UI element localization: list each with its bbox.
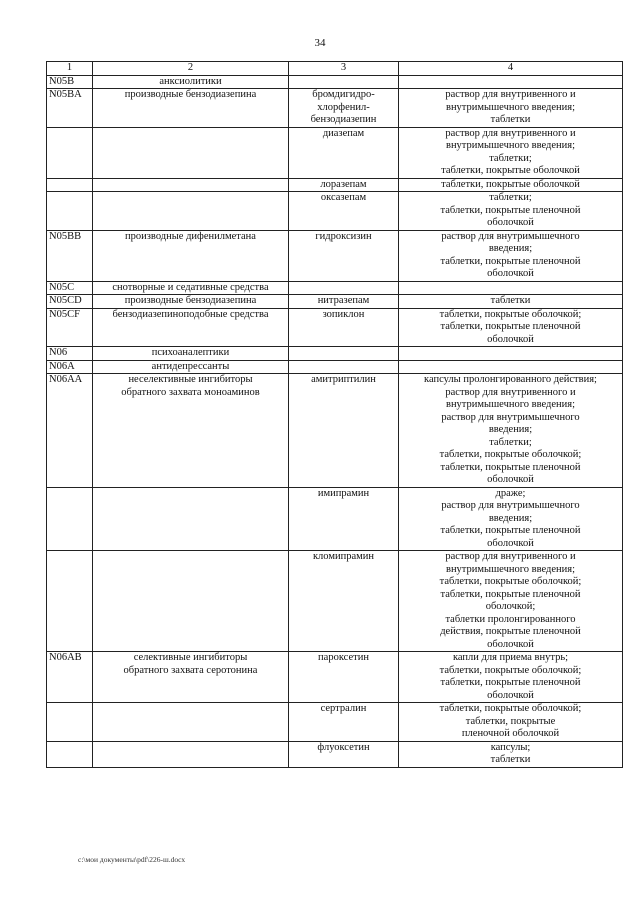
cell-text-line: таблетки, покрытые оболочкой; bbox=[439, 449, 582, 460]
cell-text-line: раствор для внутривенного и bbox=[445, 127, 576, 139]
table-header-row bbox=[47, 62, 623, 76]
dosage-form-cell bbox=[399, 741, 623, 767]
table-row bbox=[47, 741, 623, 767]
code-cell bbox=[47, 75, 93, 89]
cell-text-line: производные бензодиазепина bbox=[124, 89, 257, 100]
cell-text-line: оболочкой bbox=[487, 217, 534, 228]
cell-text-line: кломипрамин bbox=[312, 551, 375, 562]
cell-text-line: анксиолитики bbox=[159, 75, 222, 87]
cell-text-line: неселективные ингибиторы bbox=[128, 374, 253, 385]
cell-text-line: оксазепам bbox=[320, 192, 367, 203]
cell-text-line: внутримышечного введения; bbox=[445, 563, 576, 575]
dosage-form-cell bbox=[399, 89, 623, 128]
cell-text-line: действия, покрытые пленочной bbox=[440, 626, 581, 637]
code-cell bbox=[47, 178, 93, 192]
code-cell bbox=[47, 295, 93, 309]
code-cell bbox=[47, 347, 93, 361]
dosage-form-cell bbox=[399, 281, 623, 295]
drug-table bbox=[46, 61, 623, 768]
dosage-form-cell bbox=[399, 127, 623, 178]
table-row bbox=[47, 75, 623, 89]
table-row bbox=[47, 360, 623, 374]
code-cell bbox=[47, 308, 93, 347]
cell-text-line: капсулы; bbox=[490, 741, 531, 753]
drug-name-cell bbox=[289, 192, 399, 231]
cell-text-line: таблетки, покрытые пленочной bbox=[440, 588, 581, 600]
cell-text-line: введения; bbox=[488, 424, 533, 435]
cell-text-line: таблетки, покрытые оболочкой; bbox=[439, 664, 582, 676]
group-name-cell bbox=[93, 360, 289, 374]
cell-text-line: таблетки, покрытые оболочкой bbox=[441, 178, 580, 190]
dosage-form-cell bbox=[399, 360, 623, 374]
cell-text-line: раствор для внутривенного и bbox=[445, 89, 576, 100]
cell-text-line: производные дифенилметана bbox=[125, 230, 256, 242]
cell-text-line: производные бензодиазепина bbox=[124, 295, 257, 306]
column-header: 3 bbox=[289, 62, 399, 76]
group-name-cell bbox=[93, 308, 289, 347]
drug-name-cell bbox=[289, 281, 399, 295]
cell-text-line: N06AA bbox=[49, 374, 83, 385]
cell-text-line: таблетки, покрытые пленочной bbox=[440, 461, 581, 473]
code-cell bbox=[47, 89, 93, 128]
drug-name-cell bbox=[289, 295, 399, 309]
cell-text-line: N05C bbox=[49, 281, 75, 293]
column-header: 1 bbox=[47, 62, 93, 76]
cell-text-line: обратного захвата моноаминов bbox=[121, 386, 260, 398]
cell-text-line: внутримышечного введения; bbox=[445, 140, 576, 151]
cell-text-line: таблетки; bbox=[489, 192, 532, 203]
cell-text-line: таблетки, покрытые bbox=[465, 715, 556, 727]
cell-text-line: оболочкой bbox=[487, 537, 534, 549]
drug-name-cell bbox=[289, 652, 399, 703]
cell-text-line: таблетки bbox=[490, 295, 531, 306]
dosage-form-cell bbox=[399, 374, 623, 488]
cell-text-line: снотворные и седативные средства bbox=[112, 281, 269, 293]
cell-text-line: раствор для внутривенного и bbox=[445, 386, 576, 398]
dosage-form-cell bbox=[399, 551, 623, 652]
column-header: 2 bbox=[93, 62, 289, 76]
group-name-cell bbox=[93, 75, 289, 89]
cell-text-line: введения; bbox=[488, 243, 533, 254]
code-cell bbox=[47, 230, 93, 281]
cell-text-line: таблетки bbox=[490, 114, 531, 125]
cell-text-line: бензодиазепиноподобные средства bbox=[112, 308, 269, 320]
drug-name-cell bbox=[289, 703, 399, 742]
cell-text-line: N05BA bbox=[49, 89, 82, 100]
cell-text-line: N05CF bbox=[49, 308, 80, 320]
drug-name-cell bbox=[289, 374, 399, 488]
cell-text-line: внутримышечного введения; bbox=[445, 101, 576, 113]
dosage-form-cell bbox=[399, 347, 623, 361]
cell-text-line: таблетки, покрытые оболочкой; bbox=[439, 576, 582, 587]
code-cell bbox=[47, 281, 93, 295]
table-row bbox=[47, 281, 623, 295]
cell-text-line: таблетки, покрытые оболочкой; bbox=[439, 703, 582, 714]
table-row bbox=[47, 192, 623, 231]
dosage-form-cell bbox=[399, 178, 623, 192]
table-row bbox=[47, 652, 623, 703]
cell-text-line: раствор для внутримышечного bbox=[441, 500, 580, 511]
group-name-cell bbox=[93, 295, 289, 309]
cell-text-line: раствор для внутривенного и bbox=[445, 551, 576, 562]
cell-text-line: пароксетин bbox=[318, 652, 369, 663]
group-name-cell bbox=[93, 487, 289, 551]
group-name-cell bbox=[93, 281, 289, 295]
cell-text-line: таблетки; bbox=[489, 436, 532, 448]
cell-text-line: обратного захвата серотонина bbox=[123, 664, 258, 676]
group-name-cell bbox=[93, 230, 289, 281]
cell-text-line: оболочкой bbox=[487, 638, 534, 650]
cell-text-line: N05B bbox=[49, 75, 75, 87]
drug-name-cell bbox=[289, 230, 399, 281]
cell-text-line: диазепам bbox=[322, 127, 365, 139]
cell-text-line: N05BB bbox=[49, 230, 82, 242]
column-header: 4 bbox=[399, 62, 623, 76]
group-name-cell bbox=[93, 192, 289, 231]
cell-text-line: оболочкой bbox=[487, 474, 534, 485]
cell-text-line: нитразепам bbox=[317, 295, 370, 306]
code-cell bbox=[47, 487, 93, 551]
group-name-cell bbox=[93, 127, 289, 178]
cell-text-line: N06A bbox=[49, 360, 75, 372]
code-cell bbox=[47, 374, 93, 488]
cell-text-line: N06 bbox=[49, 347, 68, 358]
drug-name-cell bbox=[289, 89, 399, 128]
cell-text-line: таблетки, покрытые оболочкой bbox=[441, 165, 580, 176]
table-row bbox=[47, 127, 623, 178]
cell-text-line: таблетки; bbox=[489, 152, 532, 164]
cell-text-line: капсулы пролонгированного действия; bbox=[424, 374, 597, 385]
table-row bbox=[47, 374, 623, 488]
code-cell bbox=[47, 703, 93, 742]
cell-text-line: таблетки, покрытые пленочной bbox=[440, 525, 581, 536]
cell-text-line: таблетки bbox=[490, 754, 531, 765]
cell-text-line: сертралин bbox=[320, 703, 367, 714]
cell-text-line: психоаналептики bbox=[151, 347, 230, 358]
cell-text-line: таблетки, покрытые пленочной bbox=[440, 677, 581, 688]
cell-text-line: флуоксетин bbox=[317, 741, 370, 753]
cell-text-line: бензодиазепин bbox=[310, 114, 377, 125]
cell-text-line: оболочкой bbox=[487, 268, 534, 279]
page-number: 34 bbox=[314, 37, 326, 49]
table-row bbox=[47, 178, 623, 192]
drug-name-cell bbox=[289, 178, 399, 192]
cell-text-line: таблетки, покрытые оболочкой; bbox=[439, 308, 582, 320]
table-row bbox=[47, 89, 623, 128]
cell-text-line: антидепрессанты bbox=[151, 360, 230, 372]
footer-file-path: c:\мои документы\pdf\226-ш.docx bbox=[78, 855, 186, 864]
group-name-cell bbox=[93, 551, 289, 652]
drug-name-cell bbox=[289, 347, 399, 361]
cell-text-line: капли для приема внутрь; bbox=[452, 652, 569, 663]
cell-text-line: таблетки, покрытые пленочной bbox=[440, 255, 581, 267]
code-cell bbox=[47, 360, 93, 374]
dosage-form-cell bbox=[399, 75, 623, 89]
drug-name-cell bbox=[289, 741, 399, 767]
table-row bbox=[47, 295, 623, 309]
cell-text-line: зопиклон bbox=[322, 308, 365, 320]
cell-text-line: лоразепам bbox=[320, 178, 367, 190]
drug-name-cell bbox=[289, 127, 399, 178]
drug-name-cell bbox=[289, 308, 399, 347]
cell-text-line: бромдигидро- bbox=[312, 89, 375, 100]
group-name-cell bbox=[93, 374, 289, 488]
table-body bbox=[47, 75, 623, 767]
table-row bbox=[47, 703, 623, 742]
cell-text-line: оболочкой bbox=[487, 333, 534, 345]
cell-text-line: пленочной оболочкой bbox=[461, 728, 560, 739]
group-name-cell bbox=[93, 178, 289, 192]
cell-text-line: оболочкой; bbox=[485, 601, 536, 612]
dosage-form-cell bbox=[399, 703, 623, 742]
cell-text-line: введения; bbox=[488, 512, 533, 524]
table-row bbox=[47, 551, 623, 652]
drug-name-cell bbox=[289, 487, 399, 551]
cell-text-line: раствор для внутримышечного bbox=[441, 411, 580, 423]
dosage-form-cell bbox=[399, 192, 623, 231]
code-cell bbox=[47, 652, 93, 703]
cell-text-line: таблетки, покрытые пленочной bbox=[440, 204, 581, 216]
dosage-form-cell bbox=[399, 230, 623, 281]
code-cell bbox=[47, 127, 93, 178]
cell-text-line: N05CD bbox=[49, 295, 82, 306]
drug-name-cell bbox=[289, 360, 399, 374]
cell-text-line: N06AB bbox=[49, 652, 82, 663]
table-row bbox=[47, 308, 623, 347]
cell-text-line: внутримышечного введения; bbox=[445, 399, 576, 410]
dosage-form-cell bbox=[399, 308, 623, 347]
table-row bbox=[47, 487, 623, 551]
dosage-form-cell bbox=[399, 652, 623, 703]
table-row bbox=[47, 347, 623, 361]
group-name-cell bbox=[93, 741, 289, 767]
group-name-cell bbox=[93, 89, 289, 128]
group-name-cell bbox=[93, 652, 289, 703]
code-cell bbox=[47, 741, 93, 767]
cell-text-line: раствор для внутримышечного bbox=[441, 230, 580, 242]
dosage-form-cell bbox=[399, 487, 623, 551]
cell-text-line: драже; bbox=[495, 487, 526, 499]
cell-text-line: амитриптилин bbox=[311, 374, 376, 385]
drug-name-cell bbox=[289, 551, 399, 652]
cell-text-line: гидроксизин bbox=[315, 230, 372, 242]
cell-text-line: имипрамин bbox=[317, 487, 370, 499]
code-cell bbox=[47, 192, 93, 231]
cell-text-line: таблетки, покрытые пленочной bbox=[440, 321, 581, 332]
cell-text-line: таблетки пролонгированного bbox=[445, 613, 576, 625]
code-cell bbox=[47, 551, 93, 652]
cell-text-line: селективные ингибиторы bbox=[133, 652, 248, 663]
group-name-cell bbox=[93, 703, 289, 742]
drug-name-cell bbox=[289, 75, 399, 89]
dosage-form-cell bbox=[399, 295, 623, 309]
cell-text-line: хлорфенил- bbox=[317, 101, 370, 113]
table-row bbox=[47, 230, 623, 281]
group-name-cell bbox=[93, 347, 289, 361]
cell-text-line: оболочкой bbox=[487, 689, 534, 701]
